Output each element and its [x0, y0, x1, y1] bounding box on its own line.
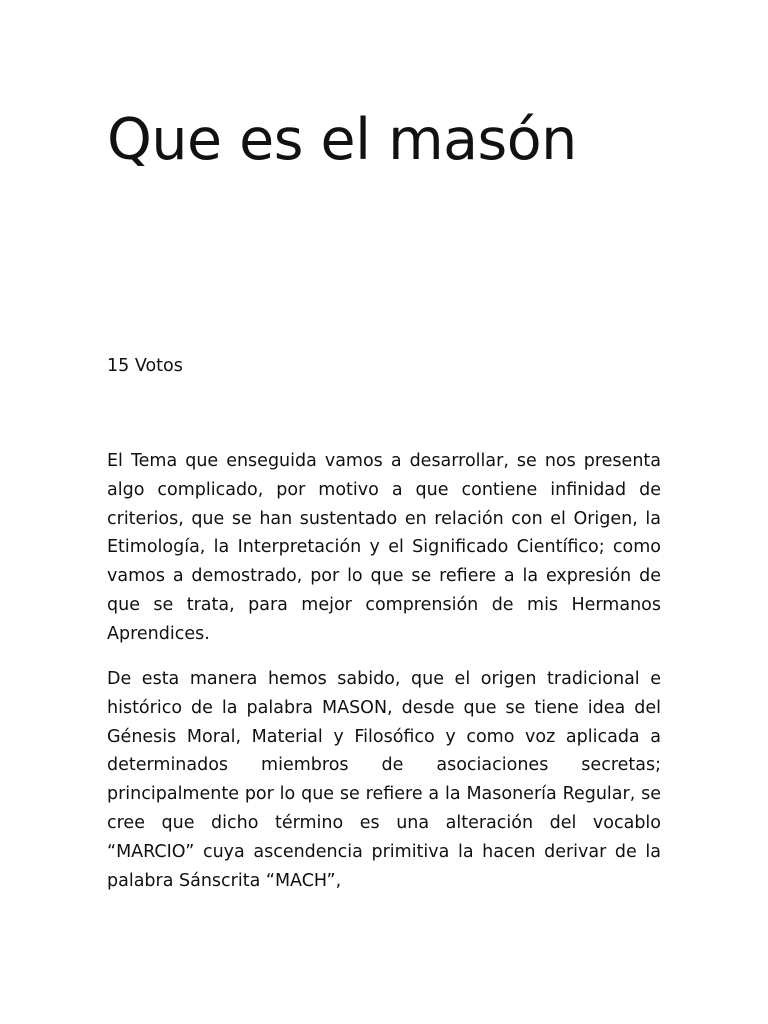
page-title: Que es el masón: [107, 107, 577, 173]
paragraph-2: De esta manera hemos sabido, que el origen tradicional e histórico de la palabra MASON, desde que se tiene idea del Génesis Moral, Material y Filosófico y como voz aplicada a determinados miembros de asociaciones secretas; principalmente por lo que se refiere a la Masonería Regular, se cree que dicho término es una alteración del vocablo “MARCIO” cuya ascendencia primitiva la hacen derivar de la palabra Sánscrita “MACH”,: [107, 669, 661, 891]
votes-count: 15 Votos: [107, 356, 183, 376]
paragraph-1: El Tema que enseguida vamos a desarrollar, se nos presenta algo complicado, por motivo a que contiene infinidad de criterios, que se han sustentado en relación con el Origen, la Etimología, la Interpretación y el Significado Científico; como vamos a demostrado, por lo que se refiere a la expresión de que se trata, para mejor comprensión de mis Hermanos Aprendices.: [107, 451, 661, 644]
